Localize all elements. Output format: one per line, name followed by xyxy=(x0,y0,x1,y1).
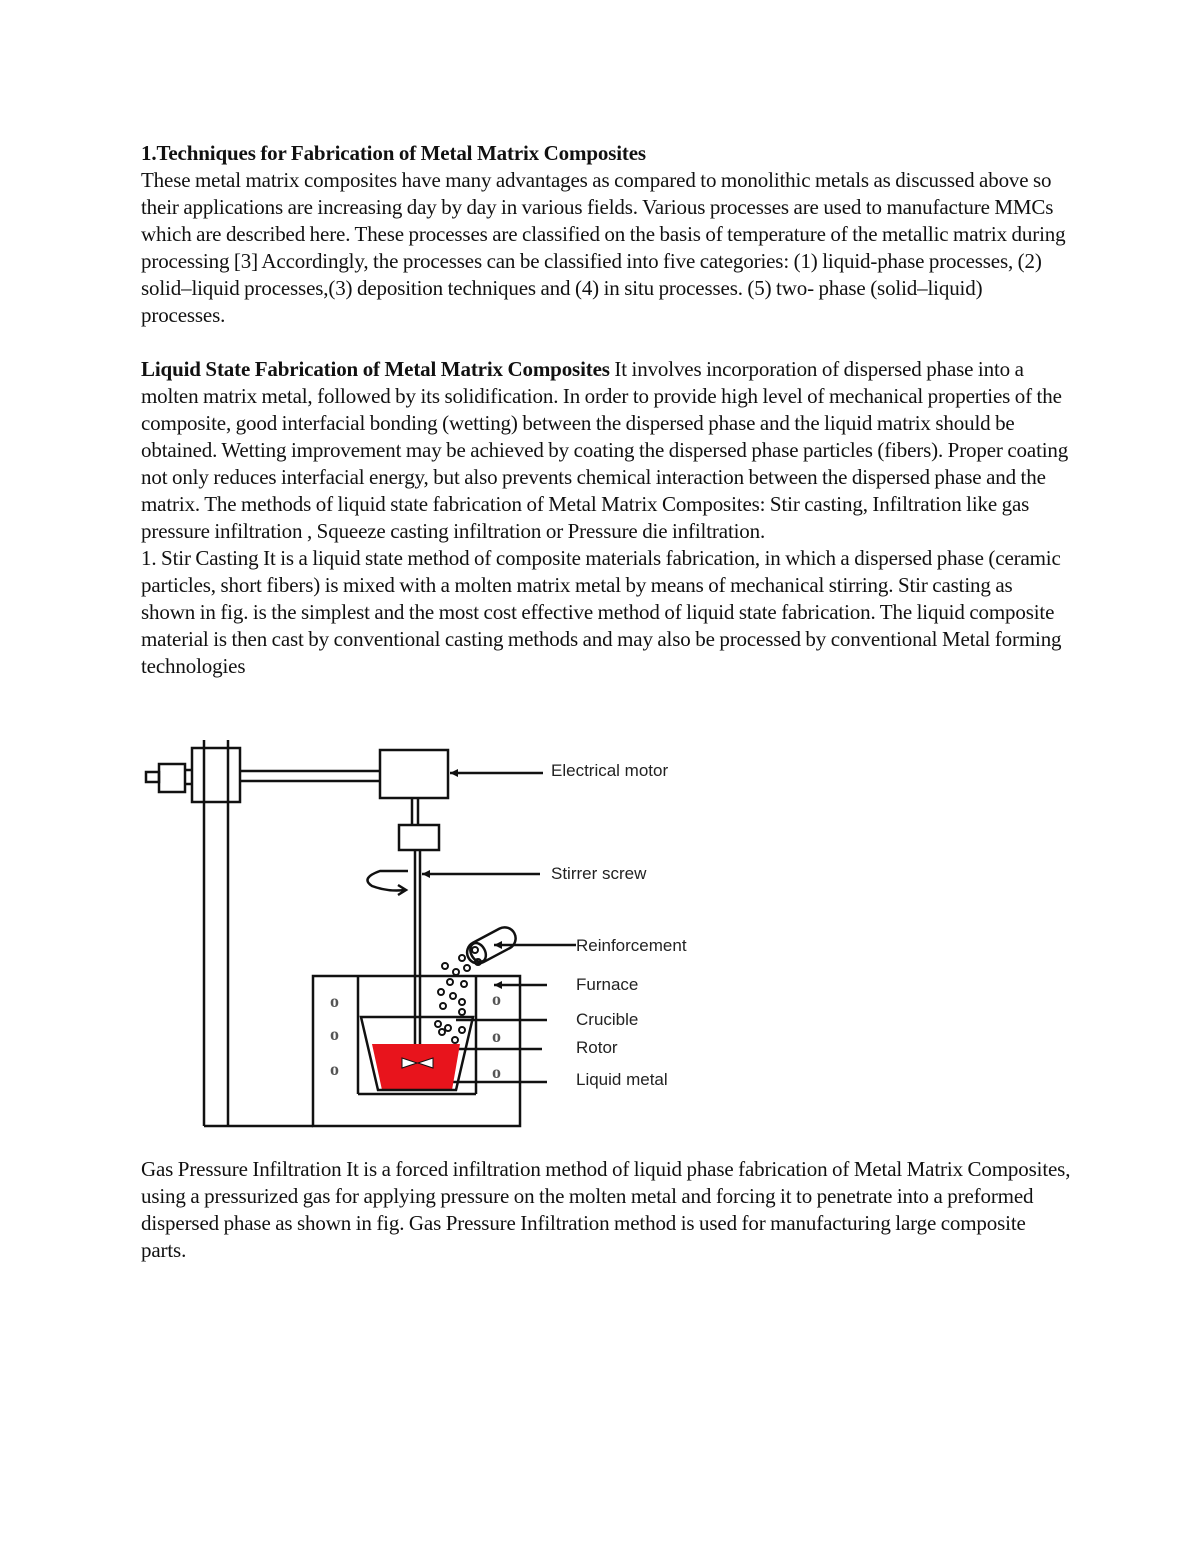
section-liquid-state xyxy=(141,356,1071,545)
label-crucible: Crucible xyxy=(576,1010,639,1029)
document-page xyxy=(141,140,1071,680)
svg-text:o: o xyxy=(492,1026,501,1046)
section-body: It involves incorporation of dispersed phase into a molten matrix metal, followed by its solidification. In order to provide high level of mechanical properties of the composite, good interfacial bonding (wetting) between the dispersed phase and the liquid matrix should be obtained. Wetting improvement may be achieved by coating the dispersed phase particles (fibers). Proper coating not only reduces interfacial energy, but also prevents chemical interaction between the dispersed phase and the matrix. The methods of liquid state fabrication of Metal Matrix Composites: Stir casting, Infiltration like gas pressure infiltration , Squeeze casting infiltration or Pressure die infiltration. xyxy=(141,357,1069,543)
label-rotor: Rotor xyxy=(576,1038,618,1057)
section-body: These metal matrix composites have many advantages as compared to monolithic metals as discussed above so their applications are increasing day by day in various fields. Various processes are used to manufacture MMCs which are described here. These processes are classified on the basis of temperature of the metallic matrix during processing [3] Accordingly, the processes can be classified into five categories: (1) liquid-phase processes, (2) solid–liquid processes,(3) deposition techniques and (4) in situ processes. (5) two- phase (solid–liquid) processes. xyxy=(141,168,1066,327)
section-heading: Liquid State Fabrication of Metal Matrix Composites xyxy=(141,357,610,381)
liquid-metal-fill xyxy=(372,1044,460,1090)
svg-text:o: o xyxy=(330,991,339,1011)
label-stirrer-screw: Stirrer screw xyxy=(551,864,647,883)
label-electrical-motor: Electrical motor xyxy=(551,761,669,780)
section-body: Gas Pressure Infiltration It is a forced infiltration method of liquid phase fabrication of Metal Matrix Composites, using a pressurized gas for applying pressure on the molten metal and forcing it to penetrate into a preformed dispersed phase as shown in fig. Gas Pressure Infiltration method is used for manufacturing large composite parts. xyxy=(141,1157,1071,1262)
section-stir-casting xyxy=(141,545,1071,680)
section-techniques xyxy=(141,140,1071,329)
svg-text:o: o xyxy=(330,1059,339,1079)
section-gas-pressure-infiltration xyxy=(141,1156,1071,1264)
label-liquid-metal: Liquid metal xyxy=(576,1070,668,1089)
section-body: 1. Stir Casting It is a liquid state method of composite materials fabrication, in which a dispersed phase (ceramic particles, short fibers) is mixed with a molten matrix metal by means of mechanical stirring. Stir casting as shown in fig. is the simplest and the most cost effective method of liquid state fabrication. The liquid composite material is then cast by conventional casting methods and may also be processed by conventional Metal forming technologies xyxy=(141,546,1062,678)
svg-text:o: o xyxy=(492,1062,501,1082)
section-heading: 1.Techniques for Fabrication of Metal Matrix Composites xyxy=(141,141,646,165)
svg-text:o: o xyxy=(492,989,501,1009)
label-furnace: Furnace xyxy=(576,975,639,994)
label-reinforcement: Reinforcement xyxy=(576,936,687,955)
stir-casting-diagram xyxy=(140,740,720,1140)
svg-text:o: o xyxy=(330,1024,339,1044)
